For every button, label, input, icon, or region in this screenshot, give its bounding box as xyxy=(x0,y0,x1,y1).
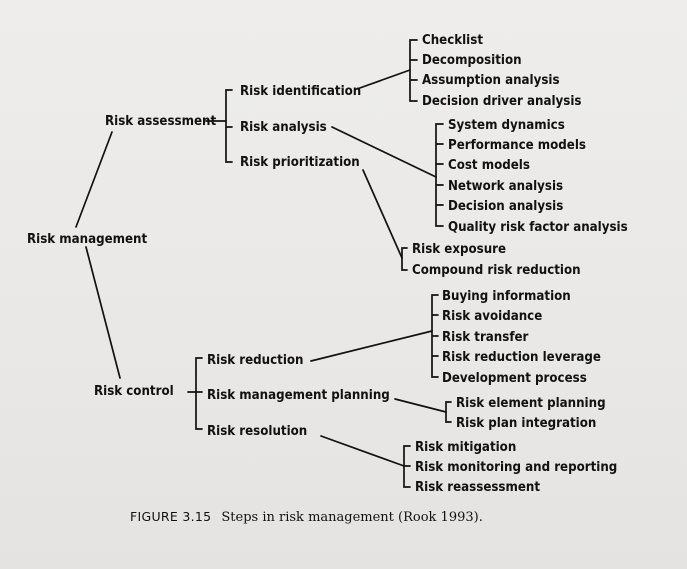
analysis-node: Risk analysis xyxy=(240,120,327,135)
resolution-item: Risk monitoring and reporting xyxy=(415,460,618,475)
analysis-item: Decision analysis xyxy=(448,199,564,214)
edge-root-assessment xyxy=(76,132,112,227)
bracket-analysis xyxy=(436,124,443,226)
analysis-item: Quality risk factor analysis xyxy=(448,220,628,235)
resolution-item: Risk mitigation xyxy=(415,440,517,455)
figure-title: Steps in risk management (Rook 1993). xyxy=(221,510,483,525)
analysis-item: Cost models xyxy=(448,158,530,173)
bracket-prioritization xyxy=(402,248,407,270)
resolution-node: Risk resolution xyxy=(207,424,308,439)
analysis-item: Network analysis xyxy=(448,179,564,194)
reduction-item: Risk transfer xyxy=(442,330,529,345)
identification-item: Decision driver analysis xyxy=(422,94,582,109)
planning-node: Risk management planning xyxy=(207,388,390,403)
root-node: Risk management xyxy=(27,232,148,247)
edge-resolution-items xyxy=(321,436,404,466)
edge-planning-items xyxy=(395,399,446,412)
reduction-node: Risk reduction xyxy=(207,353,304,368)
figure-number: FIGURE 3.15 xyxy=(130,509,212,524)
edge-prioritization-items xyxy=(363,170,402,258)
prioritization-item: Risk exposure xyxy=(412,242,507,257)
resolution-item: Risk reassessment xyxy=(415,480,541,495)
identification-item: Assumption analysis xyxy=(422,73,560,88)
bracket-control xyxy=(196,358,202,429)
bracket-resolution xyxy=(404,446,410,487)
bracket-identification xyxy=(410,40,417,101)
prioritization-node: Risk prioritization xyxy=(240,155,360,170)
reduction-item: Buying information xyxy=(442,289,571,304)
assessment-node: Risk assessment xyxy=(105,114,217,129)
bracket-planning xyxy=(446,402,451,422)
prioritization-item: Compound risk reduction xyxy=(412,263,581,278)
identification-item: Decomposition xyxy=(422,53,522,68)
reduction-item: Risk avoidance xyxy=(442,309,543,324)
identification-item: Checklist xyxy=(422,33,483,48)
planning-item: Risk element planning xyxy=(456,396,606,411)
reduction-item: Development process xyxy=(442,371,587,386)
bracket-assessment xyxy=(226,90,232,162)
bracket-reduction xyxy=(432,295,438,377)
control-node: Risk control xyxy=(94,384,174,399)
reduction-item: Risk reduction leverage xyxy=(442,350,601,365)
identification-node: Risk identification xyxy=(240,84,362,99)
planning-item: Risk plan integration xyxy=(456,416,597,431)
edge-reduction-items xyxy=(311,331,432,361)
analysis-item: System dynamics xyxy=(448,118,565,133)
edge-root-control xyxy=(86,247,120,378)
figure-caption xyxy=(130,509,483,525)
analysis-item: Performance models xyxy=(448,138,586,153)
edge-identification-items xyxy=(357,70,410,89)
